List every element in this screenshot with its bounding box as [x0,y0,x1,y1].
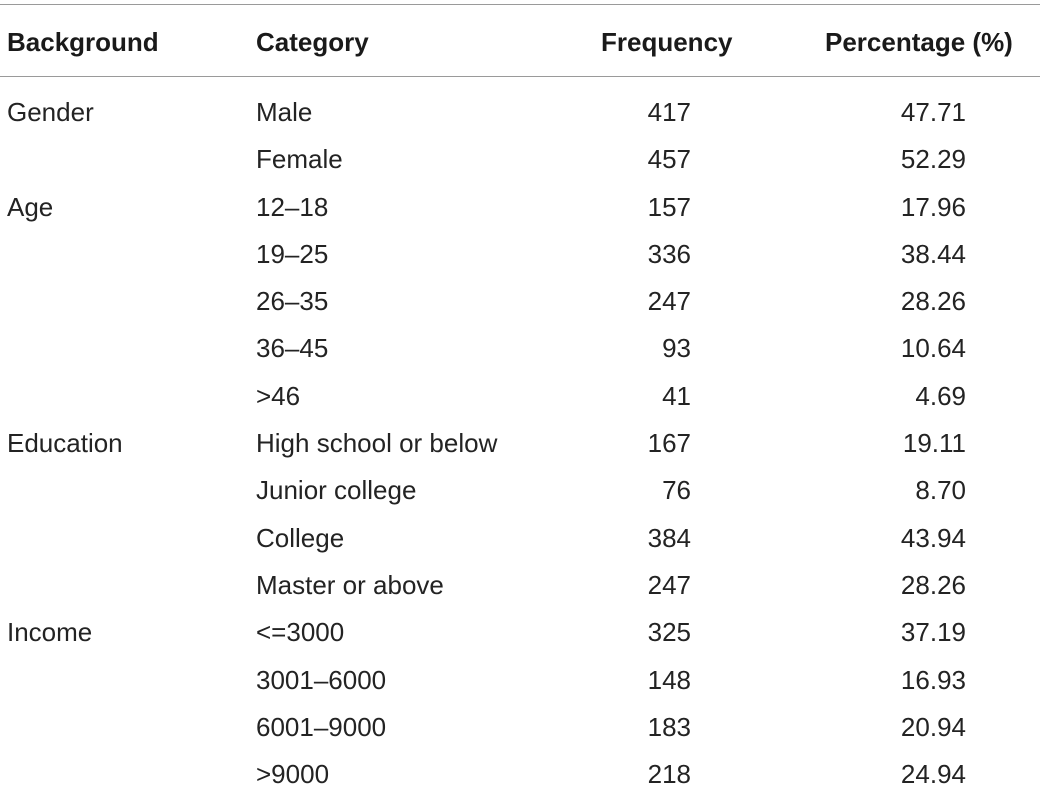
table-row [0,136,1043,183]
table-row [0,184,1043,231]
table-row [0,420,1043,467]
cell-category: High school or below [256,428,498,459]
cell-percentage: 10.64 [900,333,966,364]
cell-frequency: 247 [647,286,691,317]
header-background: Background [7,27,159,57]
cell-frequency: 384 [647,522,691,553]
cell-category: Female [256,144,343,175]
cell-frequency: 457 [647,144,691,175]
cell-category: <=3000 [256,617,345,648]
cell-percentage: 4.69 [915,380,966,411]
table-row [0,609,1043,656]
cell-background: Education [7,428,123,459]
cell-category: 19–25 [256,238,329,269]
cell-percentage: 28.26 [900,286,966,317]
cell-percentage: 52.29 [900,144,966,175]
cell-category: 6001–9000 [256,711,387,742]
cell-category: College [256,522,345,553]
table-row [0,704,1043,751]
cell-category: Master or above [256,569,444,600]
cell-category: 26–35 [256,286,329,317]
table-row [0,562,1043,609]
cell-frequency: 157 [647,191,691,222]
cell-percentage: 38.44 [900,238,966,269]
cell-frequency: 148 [647,664,691,695]
cell-frequency: 325 [647,617,691,648]
cell-frequency: 93 [662,333,691,364]
cell-percentage: 16.93 [900,664,966,695]
cell-percentage: 17.96 [900,191,966,222]
cell-frequency: 167 [647,428,691,459]
header-percentage: Percentage (%) [825,27,1013,57]
cell-background: Age [7,191,54,222]
cell-percentage: 20.94 [900,711,966,742]
cell-frequency: 247 [647,569,691,600]
cell-frequency: 218 [647,759,691,790]
cell-percentage: 47.71 [900,97,966,127]
table-header-rule [0,76,1040,77]
cell-percentage: 24.94 [900,759,966,790]
cell-category: 3001–6000 [256,664,387,695]
header-frequency: Frequency [601,27,733,57]
cell-frequency: 76 [662,475,691,506]
cell-category: 36–45 [256,333,329,364]
cell-category: Junior college [256,475,417,506]
cell-percentage: 19.11 [902,428,966,459]
table-row [0,515,1043,562]
table-body [0,89,1043,798]
cell-percentage: 37.19 [900,617,966,648]
cell-frequency: 183 [647,711,691,742]
cell-percentage: 8.70 [915,475,966,506]
cell-category: 12–18 [256,191,329,222]
table-row [0,325,1043,372]
cell-background: Income [7,617,93,648]
table-row [0,278,1043,325]
table-top-rule [0,4,1040,5]
table-header-row [0,20,1043,64]
table-row [0,467,1043,514]
cell-percentage: 43.94 [900,522,966,553]
cell-frequency: 417 [647,97,691,127]
cell-percentage: 28.26 [900,569,966,600]
cell-category: >46 [256,380,301,411]
table-row [0,89,1043,136]
cell-frequency: 41 [662,380,691,411]
table-row [0,657,1043,704]
cell-category: >9000 [256,759,330,790]
header-category: Category [256,27,369,57]
table-row [0,231,1043,278]
table-row [0,373,1043,420]
cell-category: Male [256,97,313,127]
cell-frequency: 336 [647,238,691,269]
cell-background: Gender [7,97,94,127]
